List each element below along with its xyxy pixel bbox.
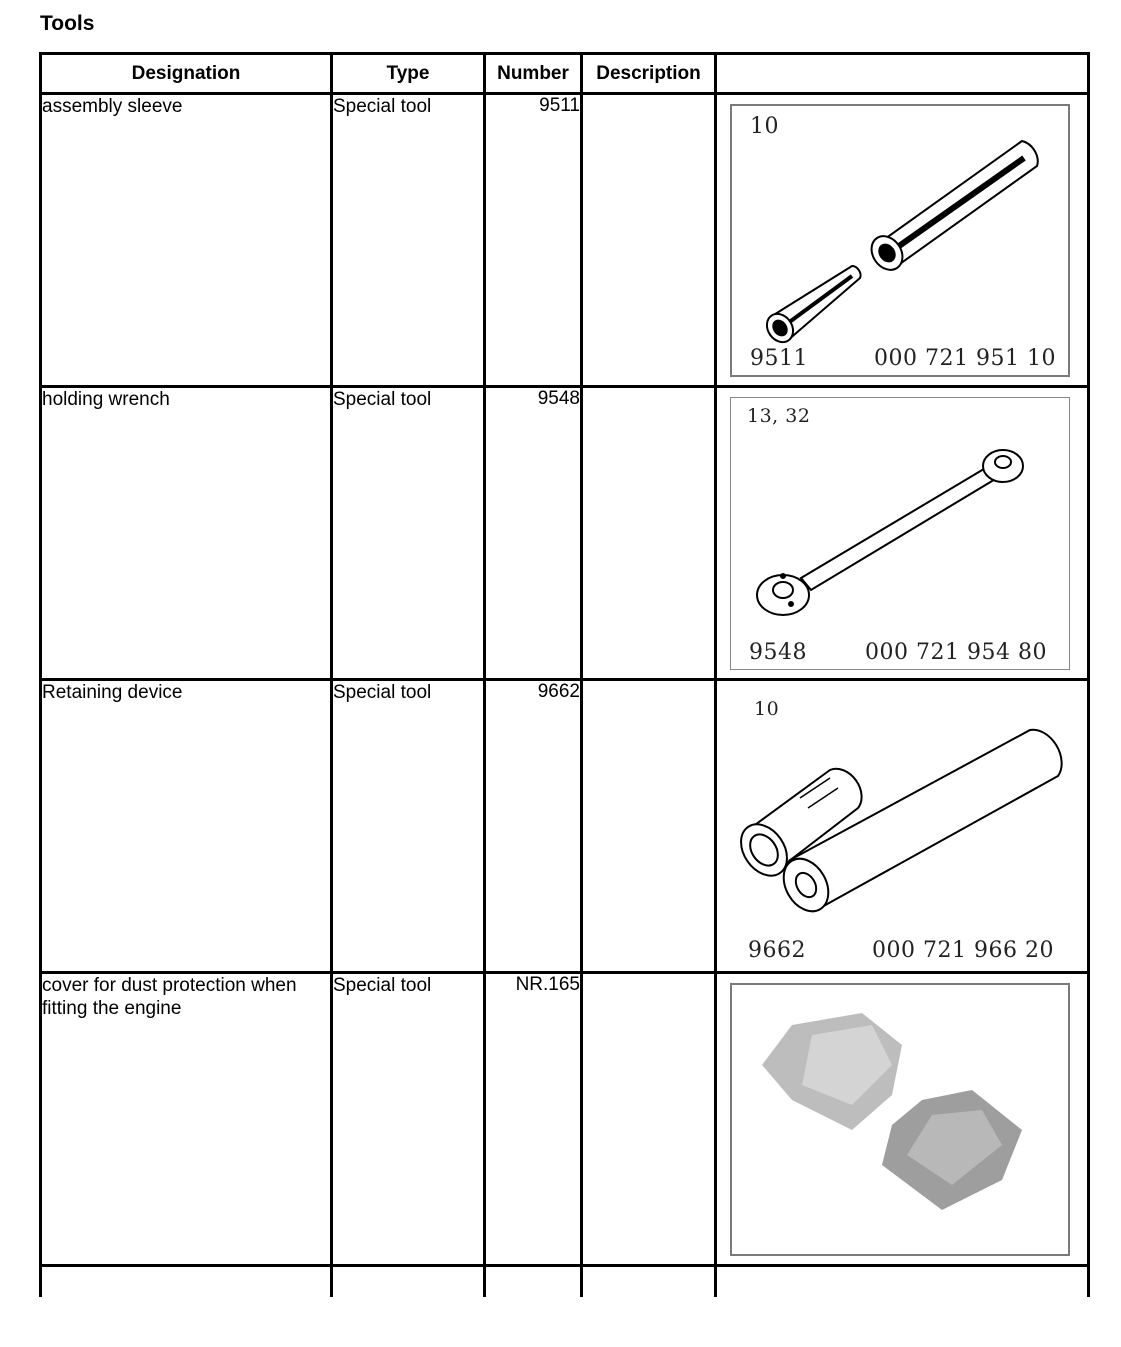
figure-index: 10 [750,114,779,139]
cell-type: Special tool [332,387,485,680]
cell-empty [332,1266,485,1298]
table-row-partial [41,1266,1089,1298]
table-row [41,387,1089,680]
header-designation: Designation [41,54,332,94]
tool-figure [730,690,1070,963]
tool-figure [730,397,1070,670]
retaining-device-drawing [730,690,1070,963]
header-description: Description [582,54,716,94]
figure-tool-number: 9662 [748,938,806,963]
dust-cover-photo [732,985,1072,1258]
cell-image [716,387,1089,680]
cell-empty [582,1266,716,1298]
cell-description [582,680,716,973]
cell-empty [41,1266,332,1298]
holding-wrench-drawing [731,398,1071,671]
cell-type: Special tool [332,973,485,1266]
header-number: Number [485,54,582,94]
figure-tool-number: 9548 [749,640,807,665]
figure-part-number: 000 721 954 80 [865,640,1047,665]
header-image [716,54,1089,94]
cell-number: 9548 [485,387,582,680]
figure-part-number: 000 721 966 20 [872,938,1054,963]
cell-number: NR.165 [485,973,582,1266]
cell-type: Special tool [332,680,485,973]
cell-empty [716,1266,1089,1298]
page-title: Tools [40,12,95,35]
figure-index: 10 [754,698,780,720]
figure-index: 13, 32 [747,405,811,427]
table-header-row [41,54,1089,94]
cell-designation: holding wrench [41,387,332,680]
header-type: Type [332,54,485,94]
table-row [41,973,1089,1266]
cell-designation: assembly sleeve [41,94,332,387]
figure-tool-number: 9511 [750,346,808,371]
figure-part-number: 000 721 951 10 [874,346,1056,371]
cell-type: Special tool [332,94,485,387]
cell-description [582,387,716,680]
cell-image [716,973,1089,1266]
table-row [41,94,1089,387]
tool-figure [730,104,1070,377]
cell-empty [485,1266,582,1298]
cell-designation: cover for dust protection when fitting the engine [41,973,332,1266]
cell-description [582,94,716,387]
tool-figure [730,983,1070,1256]
assembly-sleeve-drawing [732,106,1072,379]
cell-image [716,94,1089,387]
cell-designation: Retaining device [41,680,332,973]
cell-description [582,973,716,1266]
cell-number: 9662 [485,680,582,973]
tools-table [39,52,1090,1297]
cell-number: 9511 [485,94,582,387]
table-row [41,680,1089,973]
cell-image [716,680,1089,973]
